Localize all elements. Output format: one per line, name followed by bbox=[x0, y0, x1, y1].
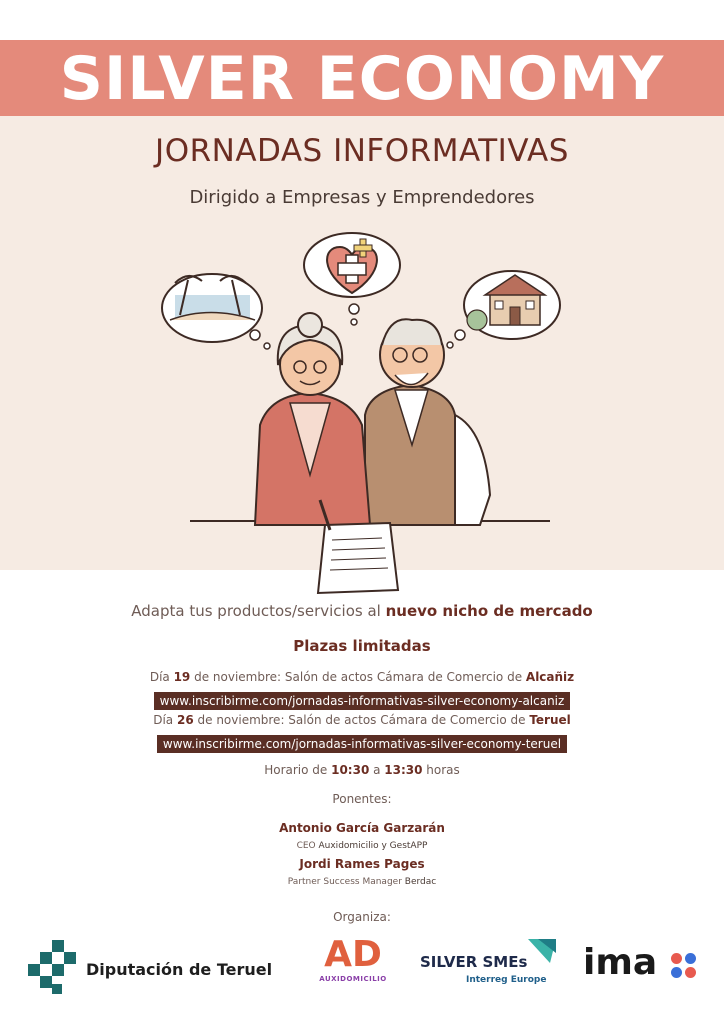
silver-smes-logo bbox=[420, 945, 560, 995]
schedule-end: 13:30 bbox=[384, 763, 423, 777]
session-alcaniz bbox=[0, 670, 724, 684]
ima-dots-icon bbox=[671, 953, 697, 979]
subtitle: JORNADAS INFORMATIVAS bbox=[155, 133, 569, 169]
ima-text: ima bbox=[583, 942, 658, 983]
auxidomicilio-logo bbox=[318, 935, 388, 995]
session-prefix: Día bbox=[149, 670, 174, 684]
schedule-start: 10:30 bbox=[331, 763, 370, 777]
ad-name: AUXIDOMICILIO bbox=[319, 975, 387, 983]
diputacion-mark-icon bbox=[28, 940, 84, 996]
schedule-suffix: horas bbox=[422, 763, 460, 777]
schedule bbox=[0, 763, 724, 777]
registration-link-alcaniz[interactable]: www.inscribirme.com/jornadas-informativas-silver-economy-alcaniz bbox=[154, 692, 571, 710]
ad-letters: AD bbox=[324, 934, 382, 975]
speaker-1-role bbox=[0, 841, 724, 851]
organizer-label: Organiza: bbox=[333, 910, 391, 924]
session-teruel bbox=[0, 713, 724, 727]
session-venue: de noviembre: Salón de actos Cámara de Comercio de bbox=[190, 670, 526, 684]
role-company: Auxidomicilio y GestAPP bbox=[318, 841, 428, 851]
silver-smes-text: SILVER SMEs bbox=[420, 953, 528, 971]
tagline: Dirigido a Empresas y Emprendedores bbox=[189, 187, 535, 208]
pitch-text: Adapta tus productos/servicios al bbox=[131, 602, 386, 620]
sponsor-logos bbox=[0, 935, 724, 1005]
pitch-highlight: nuevo nicho de mercado bbox=[385, 602, 593, 620]
registration-link-teruel[interactable]: www.inscribirme.com/jornadas-informativas-silver-economy-teruel bbox=[157, 735, 567, 753]
elderly-woman bbox=[255, 313, 370, 525]
url-row-alcaniz bbox=[0, 690, 724, 710]
elderly-couple-illustration bbox=[150, 225, 570, 595]
schedule-middle: a bbox=[369, 763, 385, 777]
speakers-label: Ponentes: bbox=[332, 792, 392, 806]
speaker-1-name: Antonio García Garzarán bbox=[279, 821, 445, 835]
session-city: Teruel bbox=[529, 713, 571, 727]
silver-smes-mark-icon bbox=[528, 939, 558, 967]
session-prefix: Día bbox=[153, 713, 177, 727]
speaker-2-role bbox=[0, 877, 724, 887]
speaker-2-name: Jordi Rames Pages bbox=[299, 857, 425, 871]
elderly-man bbox=[365, 319, 490, 525]
role-title: CEO bbox=[296, 841, 319, 851]
health-heart-thought-icon bbox=[304, 233, 400, 325]
role-title: Partner Success Manager bbox=[287, 877, 405, 887]
limited-places: Plazas limitadas bbox=[293, 637, 431, 655]
diputacion-logo bbox=[28, 940, 283, 996]
session-day: 26 bbox=[176, 713, 194, 727]
market-pitch bbox=[0, 602, 724, 620]
ima-logo bbox=[583, 943, 703, 988]
session-venue: de noviembre: Salón de actos Cámara de Comercio de bbox=[193, 713, 530, 727]
page-title: SILVER ECONOMY bbox=[59, 44, 665, 114]
house-thought-icon bbox=[447, 271, 560, 348]
session-day: 19 bbox=[173, 670, 191, 684]
role-company: Berdac bbox=[404, 877, 437, 887]
interreg-text: Interreg Europe bbox=[466, 975, 547, 985]
schedule-prefix: Horario de bbox=[264, 763, 332, 777]
session-city: Alcañiz bbox=[525, 670, 575, 684]
diputacion-text: Diputación de Teruel bbox=[86, 960, 273, 979]
url-row-teruel bbox=[0, 733, 724, 753]
beach-thought-icon bbox=[162, 274, 270, 349]
